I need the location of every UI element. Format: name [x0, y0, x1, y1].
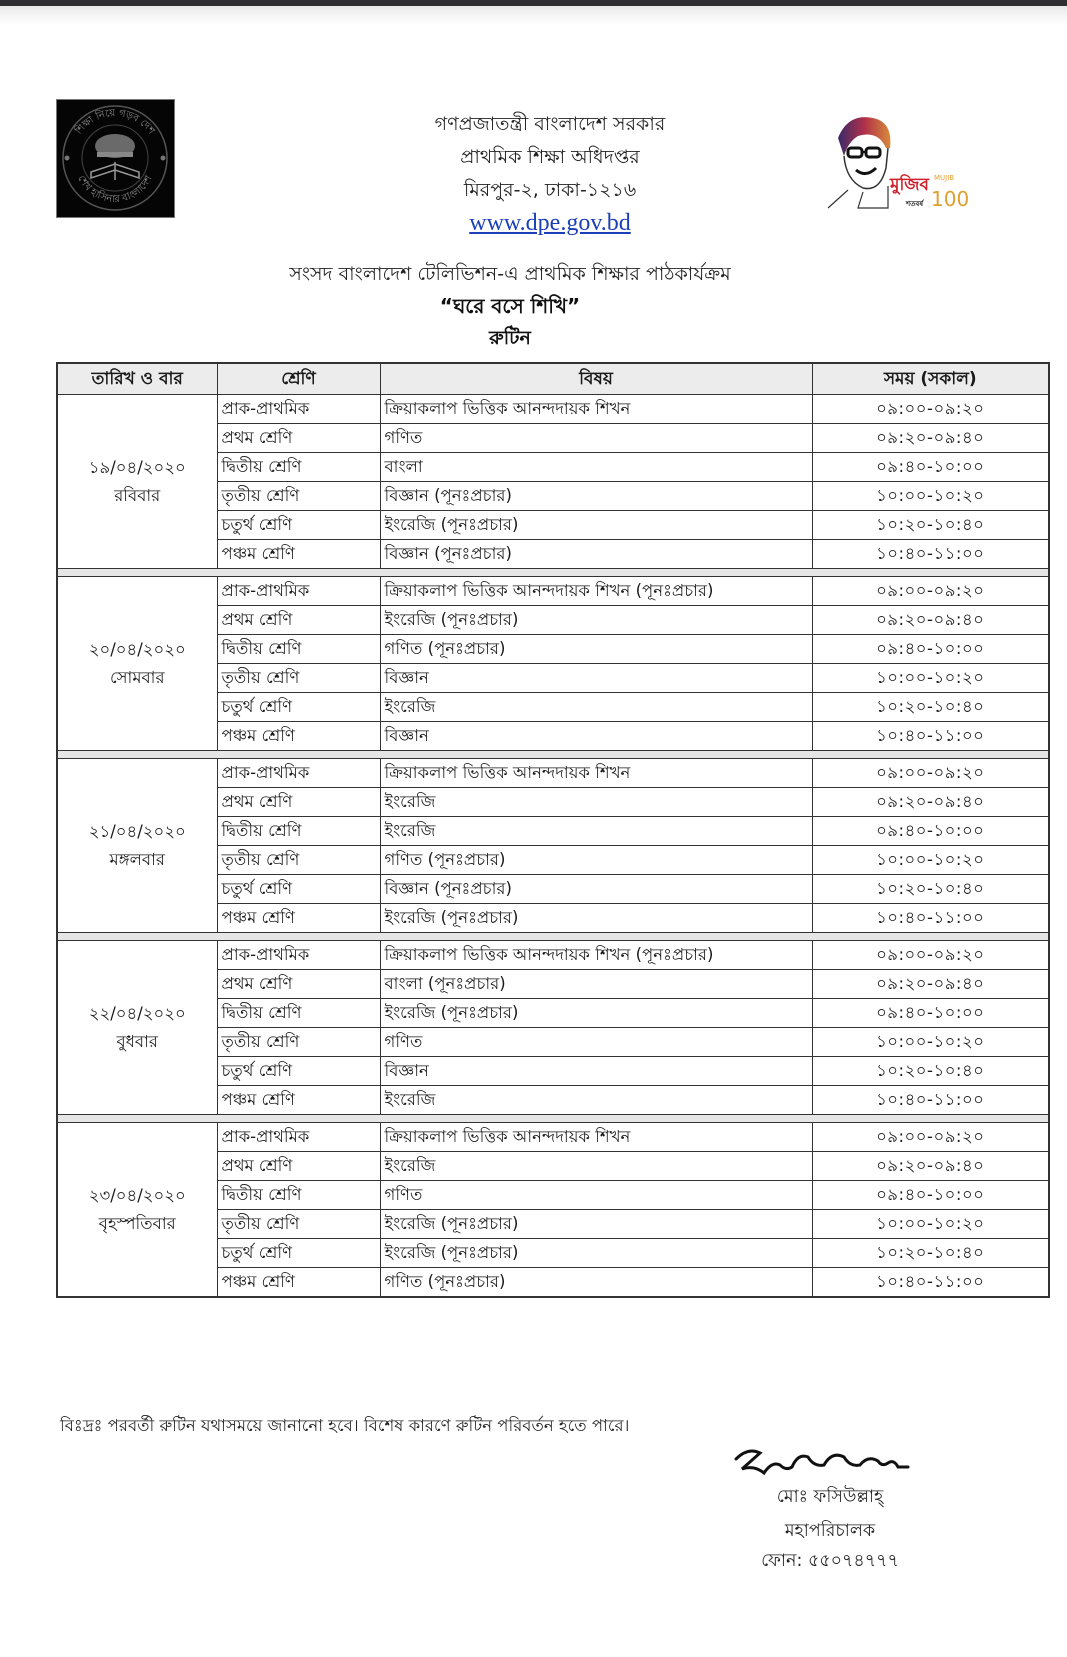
subject-cell: ইংরেজি — [380, 1086, 812, 1115]
time-cell: ১০:২০-১০:৪০ — [812, 1057, 1049, 1086]
subject-cell: বিজ্ঞান — [380, 664, 812, 693]
subject-cell: ইংরেজি (পূনঃপ্রচার) — [380, 1239, 812, 1268]
subject-cell: ক্রিয়াকলাপ ভিত্তিক আনন্দদায়ক শিখন (পূনঃপ্রচার) — [380, 577, 812, 606]
weekday-value: মঙ্গলবার — [109, 849, 165, 869]
routine-heading: রুটিন — [489, 327, 531, 349]
mujib-en-logo-text: MUJIB — [934, 174, 955, 182]
time-cell: ০৯:৪০-১০:০০ — [812, 999, 1049, 1028]
class-cell: পঞ্চম শ্রেণি — [217, 540, 380, 569]
subject-cell: গণিত — [380, 424, 812, 453]
window-top-shadow — [0, 6, 1067, 24]
table-row — [57, 395, 1049, 424]
time-cell: ০৯:২০-০৯:৪০ — [812, 970, 1049, 999]
subject-cell: ইংরেজি (পূনঃপ্রচার) — [380, 999, 812, 1028]
time-cell: ০৯:২০-০৯:৪০ — [812, 424, 1049, 453]
class-cell: চতুর্থ শ্রেণি — [217, 1239, 380, 1268]
title-block — [180, 258, 840, 354]
schedule-body — [57, 395, 1049, 1298]
subject-cell: গণিত (পূনঃপ্রচার) — [380, 635, 812, 664]
subject-cell: ইংরেজি — [380, 693, 812, 722]
program-title: “ঘরে বসে শিখি” — [439, 294, 581, 318]
time-cell: ০৯:২০-০৯:৪০ — [812, 606, 1049, 635]
weekday-value: বুধবার — [116, 1031, 158, 1051]
website-link[interactable]: www.dpe.gov.bd — [469, 210, 631, 236]
date-value: ২৩/০৪/২০২০ — [88, 1185, 186, 1205]
date-cell — [57, 1123, 217, 1298]
subject-cell: ইংরেজি — [380, 1152, 812, 1181]
subject-cell: ইংরেজি — [380, 817, 812, 846]
subject-cell: ক্রিয়াকলাপ ভিত্তিক আনন্দদায়ক শিখন — [380, 759, 812, 788]
time-cell: ১০:০০-১০:২০ — [812, 664, 1049, 693]
class-cell: চতুর্থ শ্রেণি — [217, 1057, 380, 1086]
class-cell: প্রাক-প্রাথমিক — [217, 759, 380, 788]
column-header-time: সময় (সকাল) — [812, 363, 1049, 395]
day-separator — [57, 751, 1049, 759]
subject-cell: ক্রিয়াকলাপ ভিত্তিক আনন্দদায়ক শিখন — [380, 1123, 812, 1152]
table-row — [57, 1123, 1049, 1152]
subject-cell: ইংরেজি (পূনঃপ্রচার) — [380, 511, 812, 540]
logo-bottom-arc-textpath: শেখ হাসিনার বাংলাদেশ — [75, 173, 155, 206]
day-separator — [57, 1115, 1049, 1123]
class-cell: চতুর্থ শ্রেণি — [217, 875, 380, 904]
class-cell: চতুর্থ শ্রেণি — [217, 693, 380, 722]
mujib-portrait-icon — [818, 108, 970, 213]
handwritten-signature-icon — [728, 1443, 918, 1483]
class-cell: পঞ্চম শ্রেণি — [217, 722, 380, 751]
class-cell: প্রথম শ্রেণি — [217, 788, 380, 817]
subject-cell: ইংরেজি (পূনঃপ্রচার) — [380, 904, 812, 933]
time-cell: ০৯:৪০-১০:০০ — [812, 1181, 1049, 1210]
class-cell: প্রাক-প্রাথমিক — [217, 577, 380, 606]
day-separator — [57, 569, 1049, 577]
document-header — [330, 108, 770, 239]
date-value: ২০/০৪/২০২০ — [88, 639, 186, 659]
day-separator-cell — [57, 1115, 1049, 1123]
logo-top-arc-textpath: শিক্ষা নিয়ে গড়ব দেশ — [73, 107, 157, 137]
class-cell: প্রাক-প্রাথমিক — [217, 395, 380, 424]
weekday-value: রবিবার — [114, 485, 161, 505]
subject-cell: বিজ্ঞান — [380, 722, 812, 751]
subject-cell: গণিত (পূনঃপ্রচার) — [380, 1268, 812, 1298]
signer-name: মোঃ ফসিউল্লাহ্ — [776, 1487, 884, 1507]
subject-cell: বিজ্ঞান (পূনঃপ্রচার) — [380, 482, 812, 511]
time-cell: ০৯:৪০-১০:০০ — [812, 635, 1049, 664]
class-cell: দ্বিতীয় শ্রেণি — [217, 635, 380, 664]
class-cell: তৃতীয় শ্রেণি — [217, 664, 380, 693]
education-logo — [56, 99, 175, 218]
signature-image — [728, 1443, 918, 1483]
time-cell: ১০:২০-১০:৪০ — [812, 1239, 1049, 1268]
subject-cell: ইংরেজি — [380, 788, 812, 817]
class-cell: তৃতীয় শ্রেণি — [217, 846, 380, 875]
date-value: ২১/০৪/২০২০ — [88, 821, 186, 841]
time-cell: ১০:০০-১০:২০ — [812, 1028, 1049, 1057]
schedule-table — [56, 362, 1050, 1298]
shatabarsha-logo-text: শতবর্ষ — [906, 200, 924, 208]
class-cell: পঞ্চম শ্রেণি — [217, 904, 380, 933]
class-cell: দ্বিতীয় শ্রেণি — [217, 999, 380, 1028]
weekday-value: সোমবার — [109, 667, 165, 687]
time-cell: ১০:০০-১০:২০ — [812, 846, 1049, 875]
date-cell — [57, 395, 217, 569]
class-cell: পঞ্চম শ্রেণি — [217, 1268, 380, 1298]
time-cell: ০৯:০০-০৯:২০ — [812, 395, 1049, 424]
program-subtitle: সংসদ বাংলাদেশ টেলিভিশন-এ প্রাথমিক শিক্ষার পাঠকার্যক্রম — [289, 263, 731, 285]
department-name: প্রাথমিক শিক্ষা অধিদপ্তর — [460, 146, 640, 168]
class-cell: তৃতীয় শ্রেণি — [217, 1028, 380, 1057]
subject-cell: বাংলা — [380, 453, 812, 482]
time-cell: ১০:৪০-১১:০০ — [812, 1268, 1049, 1298]
class-cell: প্রথম শ্রেণি — [217, 970, 380, 999]
time-cell: ১০:৪০-১১:০০ — [812, 904, 1049, 933]
time-cell: ১০:২০-১০:৪০ — [812, 693, 1049, 722]
subject-cell: বিজ্ঞান (পূনঃপ্রচার) — [380, 875, 812, 904]
weekday-value: বৃহস্পতিবার — [98, 1213, 176, 1233]
time-cell: ০৯:২০-০৯:৪০ — [812, 1152, 1049, 1181]
table-row — [57, 759, 1049, 788]
mujib-100-logo — [818, 108, 970, 213]
subject-cell: ইংরেজি (পূনঃপ্রচার) — [380, 1210, 812, 1239]
column-header-subject: বিষয় — [380, 363, 812, 395]
govt-name: গণপ্রজাতন্ত্রী বাংলাদেশ সরকার — [434, 113, 666, 135]
class-cell: প্রাক-প্রাথমিক — [217, 941, 380, 970]
time-cell: ০৯:৪০-১০:০০ — [812, 817, 1049, 846]
time-cell: ১০:০০-১০:২০ — [812, 482, 1049, 511]
subject-cell: ইংরেজি (পূনঃপ্রচার) — [380, 606, 812, 635]
signer-phone: ফোন: ৫৫০৭৪৭৭৭ — [761, 1551, 899, 1571]
class-cell: দ্বিতীয় শ্রেণি — [217, 1181, 380, 1210]
class-cell: পঞ্চম শ্রেণি — [217, 1086, 380, 1115]
column-header-date: তারিখ ও বার — [57, 363, 217, 395]
time-cell: ০৯:০০-০৯:২০ — [812, 759, 1049, 788]
mujib-logo-text: মুজিব — [890, 175, 929, 195]
date-cell — [57, 759, 217, 933]
date-cell — [57, 577, 217, 751]
subject-cell: ক্রিয়াকলাপ ভিত্তিক আনন্দদায়ক শিখন — [380, 395, 812, 424]
logo-top-arc-text — [72, 108, 157, 138]
time-cell: ০৯:২০-০৯:৪০ — [812, 788, 1049, 817]
time-cell: ১০:২০-১০:৪০ — [812, 875, 1049, 904]
date-value: ২২/০৪/২০২০ — [88, 1003, 186, 1023]
class-cell: তৃতীয় শ্রেণি — [217, 1210, 380, 1239]
class-cell: প্রাক-প্রাথমিক — [217, 1123, 380, 1152]
date-value: ১৯/০৪/২০২০ — [88, 457, 186, 477]
signer-title: মহাপরিচালক — [784, 1521, 876, 1541]
class-cell: প্রথম শ্রেণি — [217, 1152, 380, 1181]
class-cell: প্রথম শ্রেণি — [217, 424, 380, 453]
class-cell: চতুর্থ শ্রেণি — [217, 511, 380, 540]
time-cell: ১০:৪০-১১:০০ — [812, 722, 1049, 751]
table-row — [57, 577, 1049, 606]
day-separator — [57, 933, 1049, 941]
time-cell: ১০:০০-১০:২০ — [812, 1210, 1049, 1239]
notice-text: বিঃদ্রঃ পরবর্তী রুটিন যথাসময়ে জানানো হবে। বিশেষ কারণে রুটিন পরিবর্তন হতে পারে। — [60, 1416, 630, 1435]
class-cell: দ্বিতীয় শ্রেণি — [217, 453, 380, 482]
class-cell: তৃতীয় শ্রেণি — [217, 482, 380, 511]
time-cell: ১০:৪০-১১:০০ — [812, 1086, 1049, 1115]
subject-cell: গণিত — [380, 1028, 812, 1057]
table-row — [57, 941, 1049, 970]
date-cell — [57, 941, 217, 1115]
day-separator-cell — [57, 751, 1049, 759]
subject-cell: বিজ্ঞান — [380, 1057, 812, 1086]
column-header-class: শ্রেণি — [217, 363, 380, 395]
subject-cell: বাংলা (পূনঃপ্রচার) — [380, 970, 812, 999]
time-cell: ০৯:০০-০৯:২০ — [812, 941, 1049, 970]
time-cell: ০৯:০০-০৯:২০ — [812, 1123, 1049, 1152]
hundred-logo-text: 100 — [931, 187, 970, 211]
education-emblem-icon — [57, 100, 174, 217]
day-separator-cell — [57, 569, 1049, 577]
subject-cell: বিজ্ঞান (পূনঃপ্রচার) — [380, 540, 812, 569]
subject-cell: গণিত — [380, 1181, 812, 1210]
time-cell: ১০:৪০-১১:০০ — [812, 540, 1049, 569]
time-cell: ০৯:৪০-১০:০০ — [812, 453, 1049, 482]
time-cell: ০৯:০০-০৯:২০ — [812, 577, 1049, 606]
signatory-block — [720, 1480, 940, 1571]
table-header-row — [57, 363, 1049, 395]
class-cell: দ্বিতীয় শ্রেণি — [217, 817, 380, 846]
address: মিরপুর-২, ঢাকা-১২১৬ — [463, 179, 637, 201]
subject-cell: গণিত (পূনঃপ্রচার) — [380, 846, 812, 875]
subject-cell: ক্রিয়াকলাপ ভিত্তিক আনন্দদায়ক শিখন (পূনঃপ্রচার) — [380, 941, 812, 970]
day-separator-cell — [57, 933, 1049, 941]
class-cell: প্রথম শ্রেণি — [217, 606, 380, 635]
time-cell: ১০:২০-১০:৪০ — [812, 511, 1049, 540]
